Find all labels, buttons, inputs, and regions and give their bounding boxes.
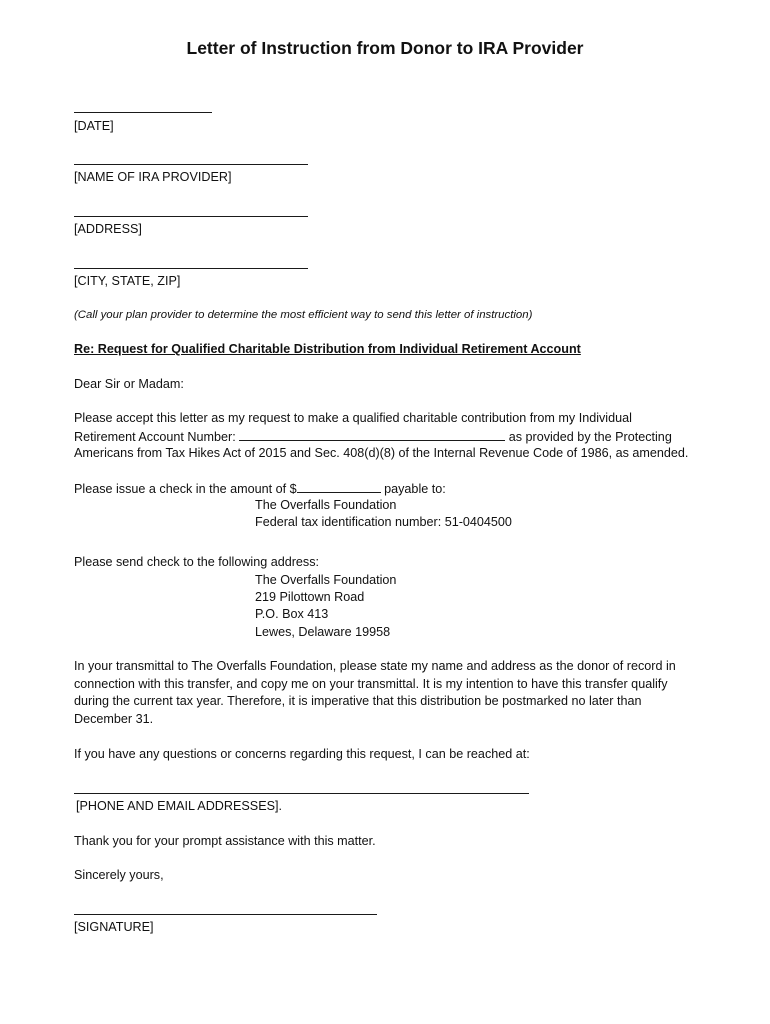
- account-number-blank[interactable]: [239, 428, 505, 441]
- transmittal-line: December 31.: [74, 712, 154, 726]
- check-amount-blank[interactable]: [297, 480, 381, 493]
- transmittal-line: during the current tax year. Therefore, it is imperative that this distribution be postmarked no later than: [74, 694, 642, 708]
- tax-id-line: Federal tax identification number: 51-0404500: [255, 515, 512, 529]
- phone-email-blank[interactable]: [74, 793, 529, 794]
- questions-line: If you have any questions or concerns regarding this request, I can be reached at:: [74, 747, 530, 761]
- subject-line: Re: Request for Qualified Charitable Distribution from Individual Retirement Account: [74, 342, 581, 356]
- payable-to-label: payable to:: [384, 482, 446, 496]
- request-line-2: [74, 428, 672, 446]
- salutation: Dear Sir or Madam:: [74, 377, 184, 391]
- transmittal-line: In your transmittal to The Overfalls Foundation, please state my name and address as the donor of record in: [74, 659, 676, 673]
- request-line-2-tail: as provided by the Protecting: [508, 430, 672, 444]
- account-number-label: Retirement Account Number:: [74, 430, 236, 444]
- signature-blank[interactable]: [74, 914, 377, 915]
- payee-name: The Overfalls Foundation: [255, 498, 397, 512]
- address-blank[interactable]: [74, 216, 308, 217]
- provider-name-placeholder: [NAME OF IRA PROVIDER]: [74, 170, 232, 184]
- date-placeholder: [DATE]: [74, 119, 114, 133]
- phone-email-placeholder: [PHONE AND EMAIL ADDRESSES].: [76, 799, 282, 813]
- mailing-intro: Please send check to the following address:: [74, 555, 320, 569]
- mailing-line: The Overfalls Foundation: [255, 573, 397, 587]
- mailing-line: P.O. Box 413: [255, 607, 329, 621]
- mailing-line: 219 Pilottown Road: [255, 590, 365, 604]
- document-title: Letter of Instruction from Donor to IRA Provider: [186, 38, 584, 58]
- transmittal-line: connection with this transfer, and copy me on your transmittal. It is my intention to have this transfer qualify: [74, 677, 668, 691]
- city-state-zip-placeholder: [CITY, STATE, ZIP]: [74, 274, 181, 288]
- signature-placeholder: [SIGNATURE]: [74, 920, 154, 934]
- check-amount-label: Please issue a check in the amount of $: [74, 482, 297, 496]
- request-line-1: Please accept this letter as my request to make a qualified charitable contribution from my Individual: [74, 411, 632, 425]
- thanks-line: Thank you for your prompt assistance with this matter.: [74, 834, 376, 848]
- date-blank[interactable]: [74, 112, 212, 113]
- check-amount-line: [74, 480, 446, 498]
- city-state-zip-blank[interactable]: [74, 268, 308, 269]
- closing-line: Sincerely yours,: [74, 868, 164, 882]
- request-line-3: Americans from Tax Hikes Act of 2015 and Sec. 408(d)(8) of the Internal Revenue Code of 1986, as amended.: [74, 446, 689, 460]
- instruction-note: (Call your plan provider to determine the most efficient way to send this letter of instruction): [74, 309, 533, 321]
- mailing-line: Lewes, Delaware 19958: [255, 625, 391, 639]
- address-placeholder: [ADDRESS]: [74, 222, 142, 236]
- provider-name-blank[interactable]: [74, 164, 308, 165]
